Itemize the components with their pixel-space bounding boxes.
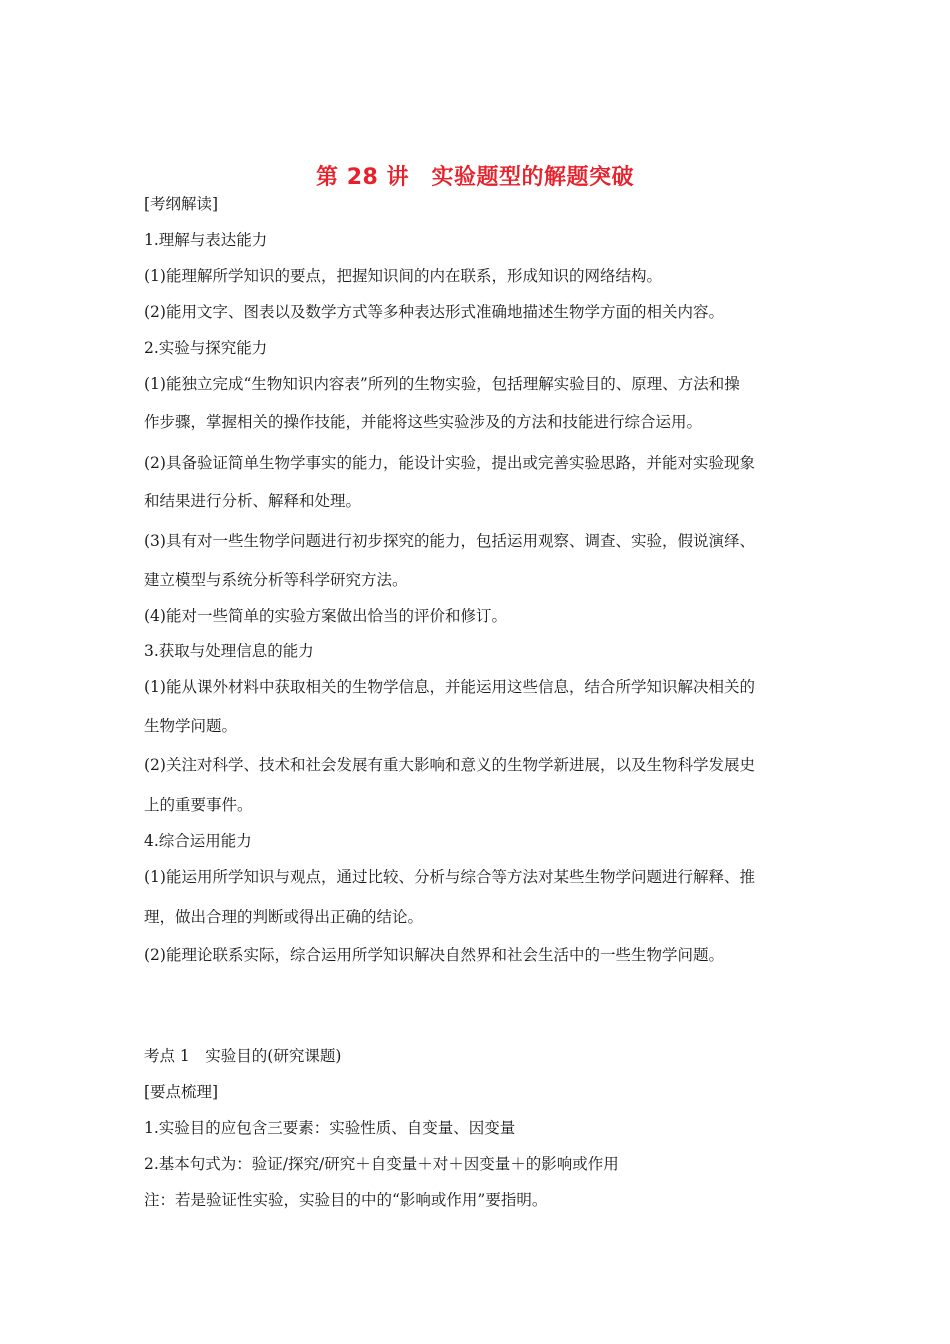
paragraph: (2)能理论联系实际，综合运用所学知识解决自然界和社会生活中的一些生物学问题。 xyxy=(144,946,724,964)
paragraph: 理，做出合理的判断或得出正确的结论。 xyxy=(144,908,424,926)
paragraph: (3)具有对一些生物学问题进行初步探究的能力，包括运用观察、调查、实验，假说演绎、 xyxy=(144,532,755,550)
item-title: 3.获取与处理信息的能力 xyxy=(144,642,314,660)
paragraph: (4)能对一些简单的实验方案做出恰当的评价和修订。 xyxy=(144,607,507,625)
paragraph: 生物学问题。 xyxy=(144,717,238,735)
paragraph: 上的重要事件。 xyxy=(144,796,253,814)
note: 注：若是验证性实验，实验目的中的“影响或作用”要指明。 xyxy=(144,1191,548,1209)
paragraph: 作步骤，掌握相关的操作技能，并能将这些实验涉及的方法和技能进行综合运用。 xyxy=(144,413,703,431)
paragraph: 2.基本句式为：验证/探究/研究＋自变量＋对＋因变量＋的影响或作用 xyxy=(144,1155,619,1173)
paragraph: (1)能从课外材料中获取相关的生物学信息，并能运用这些信息，结合所学知识解决相关的 xyxy=(144,678,755,696)
item-title: 2.实验与探究能力 xyxy=(144,339,268,357)
paragraph: (2)具备验证简单生物学事实的能力，能设计实验，提出或完善实验思路，并能对实验现象 xyxy=(144,454,755,472)
page-title: 第 28 讲 实验题型的解题突破 xyxy=(316,165,634,190)
paragraph: (2)关注对科学、技术和社会发展有重大影响和意义的生物学新进展，以及生物科学发展史 xyxy=(144,756,755,774)
paragraph: 1.实验目的应包含三要素：实验性质、自变量、因变量 xyxy=(144,1119,516,1137)
paragraph: (1)能运用所学知识与观点，通过比较、分析与综合等方法对某些生物学问题进行解释、推 xyxy=(144,868,755,886)
paragraph: (2)能用文字、图表以及数学方式等多种表达形式准确地描述生物学方面的相关内容。 xyxy=(144,303,724,321)
section-heading: 考点 1 实验目的(研究课题) xyxy=(144,1047,342,1065)
subheading: [要点梳理] xyxy=(144,1083,219,1101)
paragraph: (1)能独立完成“生物知识内容表”所列的生物实验，包括理解实验目的、原理、方法和操 xyxy=(144,375,740,393)
paragraph: 和结果进行分析、解释和处理。 xyxy=(144,492,362,510)
item-title: 4.综合运用能力 xyxy=(144,832,252,850)
section-heading: [考纲解读] xyxy=(144,195,219,213)
item-title: 1.理解与表达能力 xyxy=(144,231,268,249)
paragraph: (1)能理解所学知识的要点，把握知识间的内在联系，形成知识的网络结构。 xyxy=(144,267,662,285)
paragraph: 建立模型与系统分析等科学研究方法。 xyxy=(144,571,408,589)
